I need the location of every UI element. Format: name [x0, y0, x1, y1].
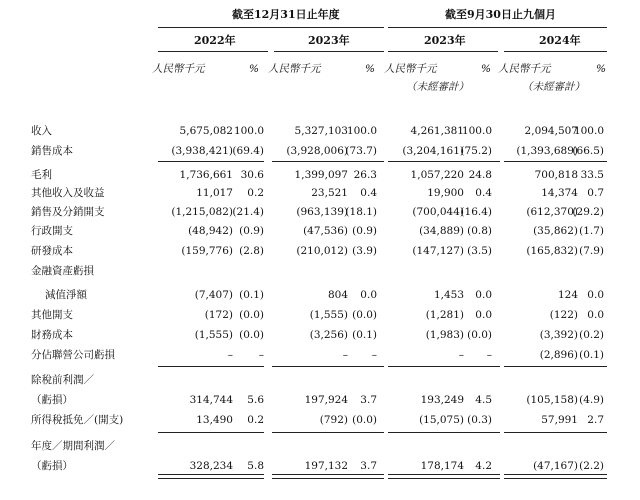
table-cell: (963,139): [296, 206, 348, 218]
table-cell: –: [458, 349, 464, 361]
table-cell: 4,261,381: [410, 125, 464, 137]
table-cell: 197,132: [304, 460, 348, 472]
table-cell: 1,399,097: [294, 169, 348, 181]
table-cell: (1.7): [579, 225, 604, 237]
table-cell: (3,392): [539, 329, 578, 341]
table-cell: 0.2: [247, 187, 264, 199]
year-header-2022: 2022年: [194, 34, 236, 47]
rule-cost-c4: [504, 161, 607, 162]
table-cell: 4.2: [475, 460, 492, 472]
unit-pct-3: %: [481, 63, 491, 75]
row-label: 行政開支: [31, 225, 73, 237]
row-label: （虧損）: [31, 394, 73, 406]
table-cell: 178,174: [420, 460, 464, 472]
table-cell: (29.2): [572, 206, 604, 218]
rule-tax-c1: [158, 432, 264, 433]
row-label: 減值淨額: [45, 289, 87, 301]
unit-rmb-3: 人民幣千元: [384, 63, 437, 75]
table-cell: (3,928,006): [286, 145, 348, 157]
rule-cost-c3: [388, 161, 500, 162]
table-cell: 5,675,082: [179, 125, 233, 137]
table-cell: (210,012): [296, 245, 348, 257]
table-cell: (47,536): [303, 225, 348, 237]
row-label: 分佔聯營公司虧損: [31, 349, 115, 361]
table-cell: 100.0: [573, 125, 604, 137]
table-cell: 100.0: [346, 125, 377, 137]
table-cell: (18.1): [345, 206, 377, 218]
table-cell: 0.2: [247, 414, 264, 426]
table-cell: 1,057,220: [410, 169, 464, 181]
table-cell: (0.0): [239, 309, 264, 321]
table-cell: (612,370): [526, 206, 578, 218]
table-cell: (0.0): [352, 414, 377, 426]
row-label: 毛利: [31, 169, 52, 181]
header-nine-rule: [388, 27, 607, 28]
table-cell: 3.7: [360, 394, 377, 406]
table-cell: (792): [319, 414, 348, 426]
table-cell: 314,744: [189, 394, 233, 406]
row-label: 其他收入及收益: [31, 187, 105, 199]
table-cell: 2,094,507: [524, 125, 578, 137]
table-cell: (3,256): [309, 329, 348, 341]
table-cell: (2.8): [239, 245, 264, 257]
table-cell: 328,234: [189, 460, 233, 472]
table-cell: (0.2): [579, 329, 604, 341]
table-cell: 100.0: [233, 125, 264, 137]
table-cell: 100.0: [461, 125, 492, 137]
table-cell: (34,889): [419, 225, 464, 237]
rule-2023-nine: [388, 51, 498, 52]
table-cell: 0.0: [475, 309, 492, 321]
table-cell: 19,900: [427, 187, 464, 199]
table-cell: (47,167): [533, 460, 578, 472]
table-cell: (3,204,161): [402, 145, 464, 157]
table-cell: (159,776): [181, 245, 233, 257]
row-label: （虧損）: [31, 460, 73, 472]
table-cell: (172): [204, 309, 233, 321]
row-label: 所得稅抵免／(開支): [31, 414, 124, 426]
rule-tax-c4: [504, 432, 607, 433]
table-cell: (1,983): [425, 329, 464, 341]
unit-pct-4: %: [596, 63, 606, 75]
double-rule-c2: [272, 474, 384, 479]
table-cell: (1,281): [425, 309, 464, 321]
table-cell: (7,407): [194, 289, 233, 301]
table-cell: (4.9): [579, 394, 604, 406]
table-cell: (48,942): [188, 225, 233, 237]
table-cell: 700,818: [534, 169, 578, 181]
header-year-rule: [158, 27, 384, 28]
table-cell: (3.9): [352, 245, 377, 257]
table-cell: (16.4): [460, 206, 492, 218]
unit-unaudited-2: （未經審計）: [522, 81, 585, 93]
table-cell: 0.4: [360, 187, 377, 199]
table-cell: (15,075): [419, 414, 464, 426]
table-cell: 193,249: [420, 394, 464, 406]
table-cell: (147,127): [412, 245, 464, 257]
table-cell: 0.0: [587, 309, 604, 321]
table-cell: (165,832): [526, 245, 578, 257]
unit-pct-1: %: [249, 63, 259, 75]
table-cell: (0.1): [239, 289, 264, 301]
row-label: 研發成本: [31, 245, 73, 257]
rule-share-c3: [388, 366, 500, 367]
double-rule-c3: [388, 474, 500, 479]
table-cell: (0.1): [352, 329, 377, 341]
table-cell: 5.6: [247, 394, 264, 406]
table-cell: (0.1): [579, 349, 604, 361]
table-cell: 0.0: [587, 289, 604, 301]
header-year-group: 截至12月31日止年度: [232, 8, 340, 21]
table-cell: 14,374: [541, 187, 578, 199]
table-cell: (1,555): [194, 329, 233, 341]
table-cell: 30.6: [240, 169, 264, 181]
year-header-2023-nine: 2023年: [424, 34, 466, 47]
table-cell: 11,017: [196, 187, 233, 199]
table-cell: 26.3: [353, 169, 377, 181]
row-label: 其他開支: [31, 309, 73, 321]
header-nine-month-group: 截至9月30日止九個月: [445, 8, 556, 21]
table-cell: 0.0: [475, 289, 492, 301]
table-cell: 4.5: [475, 394, 492, 406]
table-cell: 5,327,103: [294, 125, 348, 137]
table-cell: (7.9): [579, 245, 604, 257]
rule-share-c1: [158, 366, 264, 367]
rule-share-c2: [272, 366, 384, 367]
double-rule-c1: [158, 474, 264, 479]
row-label: 收入: [31, 125, 52, 137]
table-cell: (0.8): [467, 225, 492, 237]
table-cell: 124: [557, 289, 578, 301]
year-header-2023-full: 2023年: [308, 34, 350, 47]
table-cell: 804: [327, 289, 348, 301]
row-label: 銷售成本: [31, 145, 73, 157]
rule-share-c4: [504, 366, 607, 367]
table-cell: 1,736,661: [179, 169, 233, 181]
table-cell: –: [486, 349, 492, 361]
row-label: 銷售及分銷開支: [31, 206, 105, 218]
rule-2023-full: [274, 51, 384, 52]
table-cell: (75.2): [460, 145, 492, 157]
table-cell: (700,044): [412, 206, 464, 218]
table-cell: 24.8: [468, 169, 492, 181]
table-cell: (3,938,421): [171, 145, 233, 157]
table-cell: 1,453: [433, 289, 464, 301]
table-cell: (21.4): [232, 206, 264, 218]
table-cell: (0.0): [239, 329, 264, 341]
table-cell: (0.9): [239, 225, 264, 237]
row-label: 金融資產虧損: [31, 265, 94, 277]
table-cell: (105,158): [526, 394, 578, 406]
year-header-2024-nine: 2024年: [539, 34, 581, 47]
table-cell: (3.5): [467, 245, 492, 257]
table-cell: 13,490: [196, 414, 233, 426]
table-cell: (69.4): [232, 145, 264, 157]
rule-cost-c1: [158, 161, 264, 162]
rule-tax-c2: [272, 432, 384, 433]
table-cell: (35,862): [533, 225, 578, 237]
row-label: 年度／期間利潤／: [31, 440, 115, 452]
unit-pct-2: %: [365, 63, 375, 75]
rule-cost-c2: [272, 161, 384, 162]
rule-2024-nine: [504, 51, 607, 52]
unit-rmb-4: 人民幣千元: [498, 63, 551, 75]
unit-rmb-2: 人民幣千元: [268, 63, 321, 75]
table-cell: (122): [549, 309, 578, 321]
table-cell: (0.3): [467, 414, 492, 426]
row-label: 財務成本: [31, 329, 73, 341]
unit-rmb-1: 人民幣千元: [152, 63, 205, 75]
table-cell: (0.9): [352, 225, 377, 237]
row-label: 除稅前利潤／: [31, 374, 94, 386]
table-cell: 0.7: [587, 187, 604, 199]
rule-2022: [158, 51, 268, 52]
double-rule-c4: [504, 474, 607, 479]
table-cell: (66.5): [572, 145, 604, 157]
table-cell: (1,393,689): [516, 145, 578, 157]
table-cell: 0.4: [475, 187, 492, 199]
table-cell: –: [371, 349, 377, 361]
rule-tax-c3: [388, 432, 500, 433]
table-cell: –: [258, 349, 264, 361]
table-cell: (0.0): [352, 309, 377, 321]
table-cell: (1,215,082): [171, 206, 233, 218]
unit-unaudited-1: （未經審計）: [406, 81, 469, 93]
table-cell: (0.0): [467, 329, 492, 341]
table-cell: (1,555): [309, 309, 348, 321]
table-cell: 3.7: [360, 460, 377, 472]
table-cell: (73.7): [345, 145, 377, 157]
table-cell: 57,991: [541, 414, 578, 426]
table-cell: (2.2): [579, 460, 604, 472]
table-cell: –: [342, 349, 348, 361]
table-cell: 33.5: [580, 169, 604, 181]
table-cell: 23,521: [311, 187, 348, 199]
table-cell: 197,924: [304, 394, 348, 406]
table-cell: 0.0: [360, 289, 377, 301]
table-cell: 2.7: [587, 414, 604, 426]
table-cell: (2,896): [539, 349, 578, 361]
table-cell: 5.8: [247, 460, 264, 472]
table-cell: –: [227, 349, 233, 361]
